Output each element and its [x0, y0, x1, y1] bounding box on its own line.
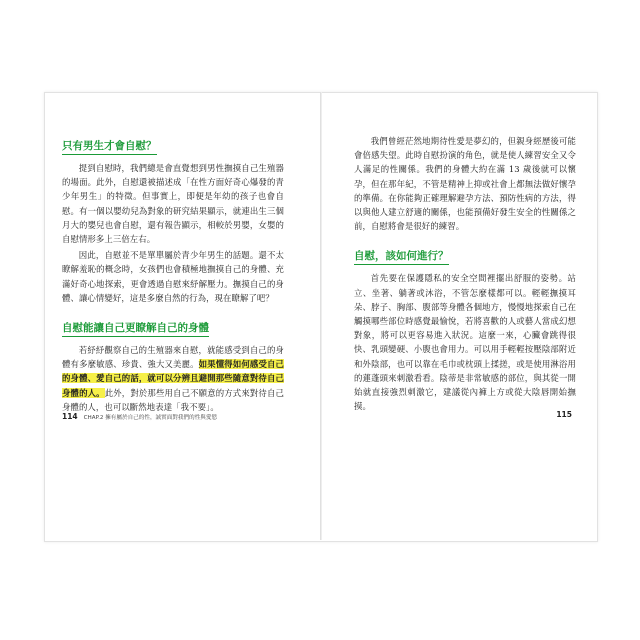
section-heading-only-boys: 只有男生才會自慰？ [62, 139, 157, 155]
book-spine [320, 92, 322, 540]
section-heading-know-your-body: 自慰能讓自己更瞭解自己的身體 [62, 321, 209, 337]
paragraph: 我們曾經茫然地期待性愛是夢幻的，但親身經歷後可能會倍感失望。此時自慰扮演的角色，就是使人練習安全又令人滿足的性關係。我們的身體大約在滿 13 歲後就可以懷孕，但在那年紀，不管是精神上抑或社會上都無法做好懷孕的準備。在你能夠正確理解避孕方法、預防性病的方法，得以與他人建立舒適的關係，也能預備好發生安全的性關係之前，自慰將會是很好的練習。 [354, 136, 576, 232]
paragraph-with-highlight [62, 343, 284, 414]
paragraph: 提到自慰時，我們總是會直覺想到男性撫摸自己生殖器的場面。此外，自慰還被描述成「在性方面好奇心爆發的青少年男生」的特徵。但事實上，即便是年幼的孩子也會自慰。有一個以嬰幼兒為對象的研究結果顯示，就連出生三個月大的嬰兒也會自慰，還有報告顯示，相較於男嬰，女嬰的自慰情形多上三倍左右。 [62, 163, 284, 245]
paragraph: 首先要在保護隱私的安全空間裡擺出舒服的姿勢。站立、坐著、躺著或沐浴，不管怎麼樣都可以。輕輕撫摸耳朵、脖子、胸部、腹部等身體各個地方，慢慢地探索自己在觸摸哪些部位時感覺最愉悅，若將喜歡的人或藝人當成幻想對象，將可以更容易進入狀況。這麼一來，心臟會跳得很快、乳頭變硬、小腹也會用力。可以用手輕輕按壓陰部附近和外陰部，也可以靠在毛巾或枕頭上揉搓，或是使用淋浴用的蓮蓬頭來刺激看看。陰蒂是非常敏感的部位，與其從一開始就直接強烈刺激它，建議從內褲上方或從大陰唇開始撫摸。 [354, 273, 576, 412]
left-page-footer [62, 412, 217, 421]
paragraph: 因此，自慰並不是單單屬於青少年男生的話題。還不太瞭解羞恥的概念時，女孩們也會積極地撫摸自己的身體、充滿好奇心地探索，更會透過自慰來紓解壓力。撫摸自己的身體、讓心情變好，這是多麼自然的行為，現在瞭解了吧？ [62, 250, 284, 303]
page-number: 115 [556, 410, 572, 419]
highlighted-text: 如果懂得如何感受自己的身體、愛自己的話，就可以分辨且避開那些隨意對待自己身體的人。 [62, 359, 284, 398]
text-segment: 若紓紓觀察自己的生殖器來自慰，就能感受到自己的身體有多麼敏感、珍貴、強大又美麗。 [62, 345, 284, 370]
right-text-column [354, 134, 576, 413]
running-title: CHAP.2 擁有屬於自己的性，誠實面對我們的性與愛慾 [83, 415, 218, 421]
text-segment: 此外，對於那些用自己不願意的方式來對待自己身體的人，也可以斷然地表達「我不要」。 [62, 387, 284, 412]
left-page [52, 92, 314, 540]
section-heading-how-to: 自慰，該如何進行？ [354, 249, 449, 265]
left-text-column [62, 134, 284, 414]
page-number: 114 [62, 412, 78, 421]
right-page [330, 92, 594, 540]
